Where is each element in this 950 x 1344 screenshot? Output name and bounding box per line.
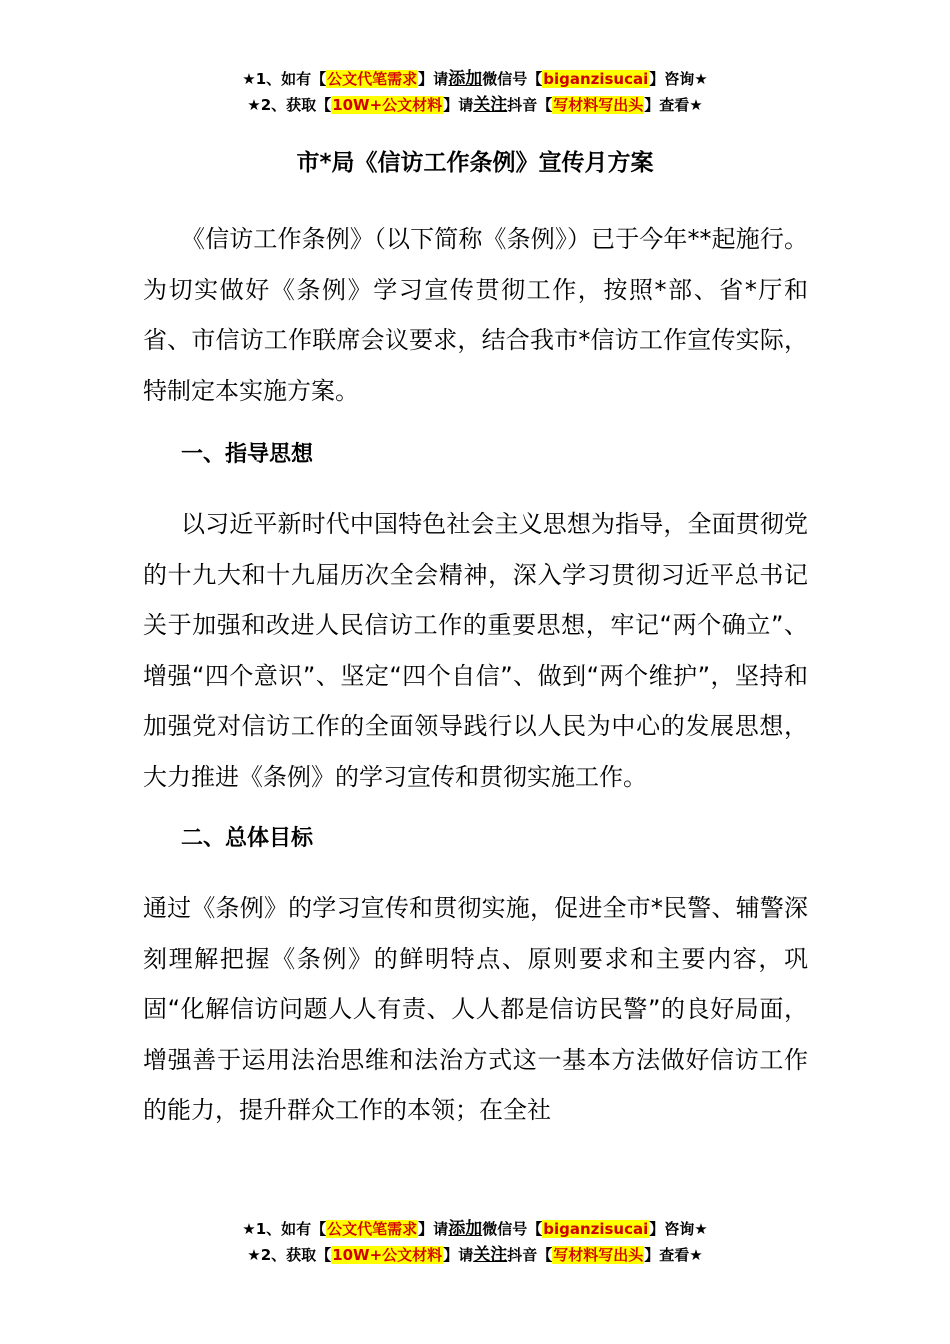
banner-text: ★1、如有【 bbox=[242, 70, 327, 88]
banner-text: 】查看★ bbox=[644, 96, 703, 114]
section-2-heading: 二、总体目标 bbox=[181, 826, 314, 851]
footer-banner bbox=[0, 1216, 950, 1268]
header-banner bbox=[0, 66, 950, 118]
banner-text: 】请 bbox=[418, 70, 449, 88]
banner-emphasis: 关注 bbox=[473, 95, 508, 115]
banner-wechat-id: biganzisucai bbox=[543, 70, 649, 88]
banner-text: 抖音【 bbox=[507, 96, 553, 114]
banner-text: 】咨询★ bbox=[649, 1220, 708, 1238]
banner-text: 抖音【 bbox=[507, 1246, 553, 1264]
banner-line-2 bbox=[0, 92, 950, 118]
document-body bbox=[143, 214, 808, 1136]
intro-paragraph: 《信访工作条例》（以下简称《条例》）已于今年**起施行。为切实做好《条例》学习宣传贯彻工作，按照*部、省*厅和省、市信访工作联席会议要求，结合我市*信访工作宣传实际，特制定本实施方案。 bbox=[143, 225, 808, 405]
section-1-heading: 一、指导思想 bbox=[181, 442, 314, 467]
banner-text: 】查看★ bbox=[644, 1246, 703, 1264]
banner-line-1 bbox=[0, 1216, 950, 1242]
banner-text: 】咨询★ bbox=[649, 70, 708, 88]
document-title: 市*局《信访工作条例》宣传月方案 bbox=[296, 150, 654, 176]
banner-highlight: 10W+公文材料 bbox=[332, 1246, 443, 1264]
banner-emphasis: 添加 bbox=[448, 69, 483, 89]
banner-wechat-id: biganzisucai bbox=[543, 1220, 649, 1238]
banner-text: 】请 bbox=[443, 1246, 474, 1264]
banner-douyin-id: 写材料写出头 bbox=[553, 1246, 644, 1264]
banner-text: 微信号【 bbox=[482, 1220, 543, 1238]
section-1-paragraph: 以习近平新时代中国特色社会主义思想为指导，全面贯彻党的十九大和十九届历次全会精神，深入学习贯彻习近平总书记关于加强和改进人民信访工作的重要思想，牢记“两个确立”、增强“四个意识”、坚定“四个自信”、做到“两个维护”，坚持和加强党对信访工作的全面领导践行以人民为中心的发展思想，大力推进《条例》的学习宣传和贯彻实施工作。 bbox=[143, 510, 808, 791]
banner-emphasis: 添加 bbox=[448, 1219, 483, 1239]
banner-text: ★2、获取【 bbox=[247, 96, 332, 114]
banner-text: ★1、如有【 bbox=[242, 1220, 327, 1238]
banner-highlight: 公文代笔需求 bbox=[327, 1220, 418, 1238]
banner-text: 】请 bbox=[418, 1220, 449, 1238]
banner-text: 】请 bbox=[443, 96, 474, 114]
banner-line-1 bbox=[0, 66, 950, 92]
banner-highlight: 公文代笔需求 bbox=[327, 70, 418, 88]
banner-text: ★2、获取【 bbox=[247, 1246, 332, 1264]
banner-text: 微信号【 bbox=[482, 70, 543, 88]
banner-emphasis: 关注 bbox=[473, 1245, 508, 1265]
banner-douyin-id: 写材料写出头 bbox=[553, 96, 644, 114]
banner-highlight: 10W+公文材料 bbox=[332, 96, 443, 114]
banner-line-2 bbox=[0, 1242, 950, 1268]
section-2-paragraph: 通过《条例》的学习宣传和贯彻实施，促进全市*民警、辅警深刻理解把握《条例》的鲜明特点、原则要求和主要内容，巩固“化解信访问题人人有责、人人都是信访民警”的良好局面，增强善于运用法治思维和法治方式这一基本方法做好信访工作的能力，提升群众工作的本领；在全社 bbox=[143, 894, 808, 1124]
